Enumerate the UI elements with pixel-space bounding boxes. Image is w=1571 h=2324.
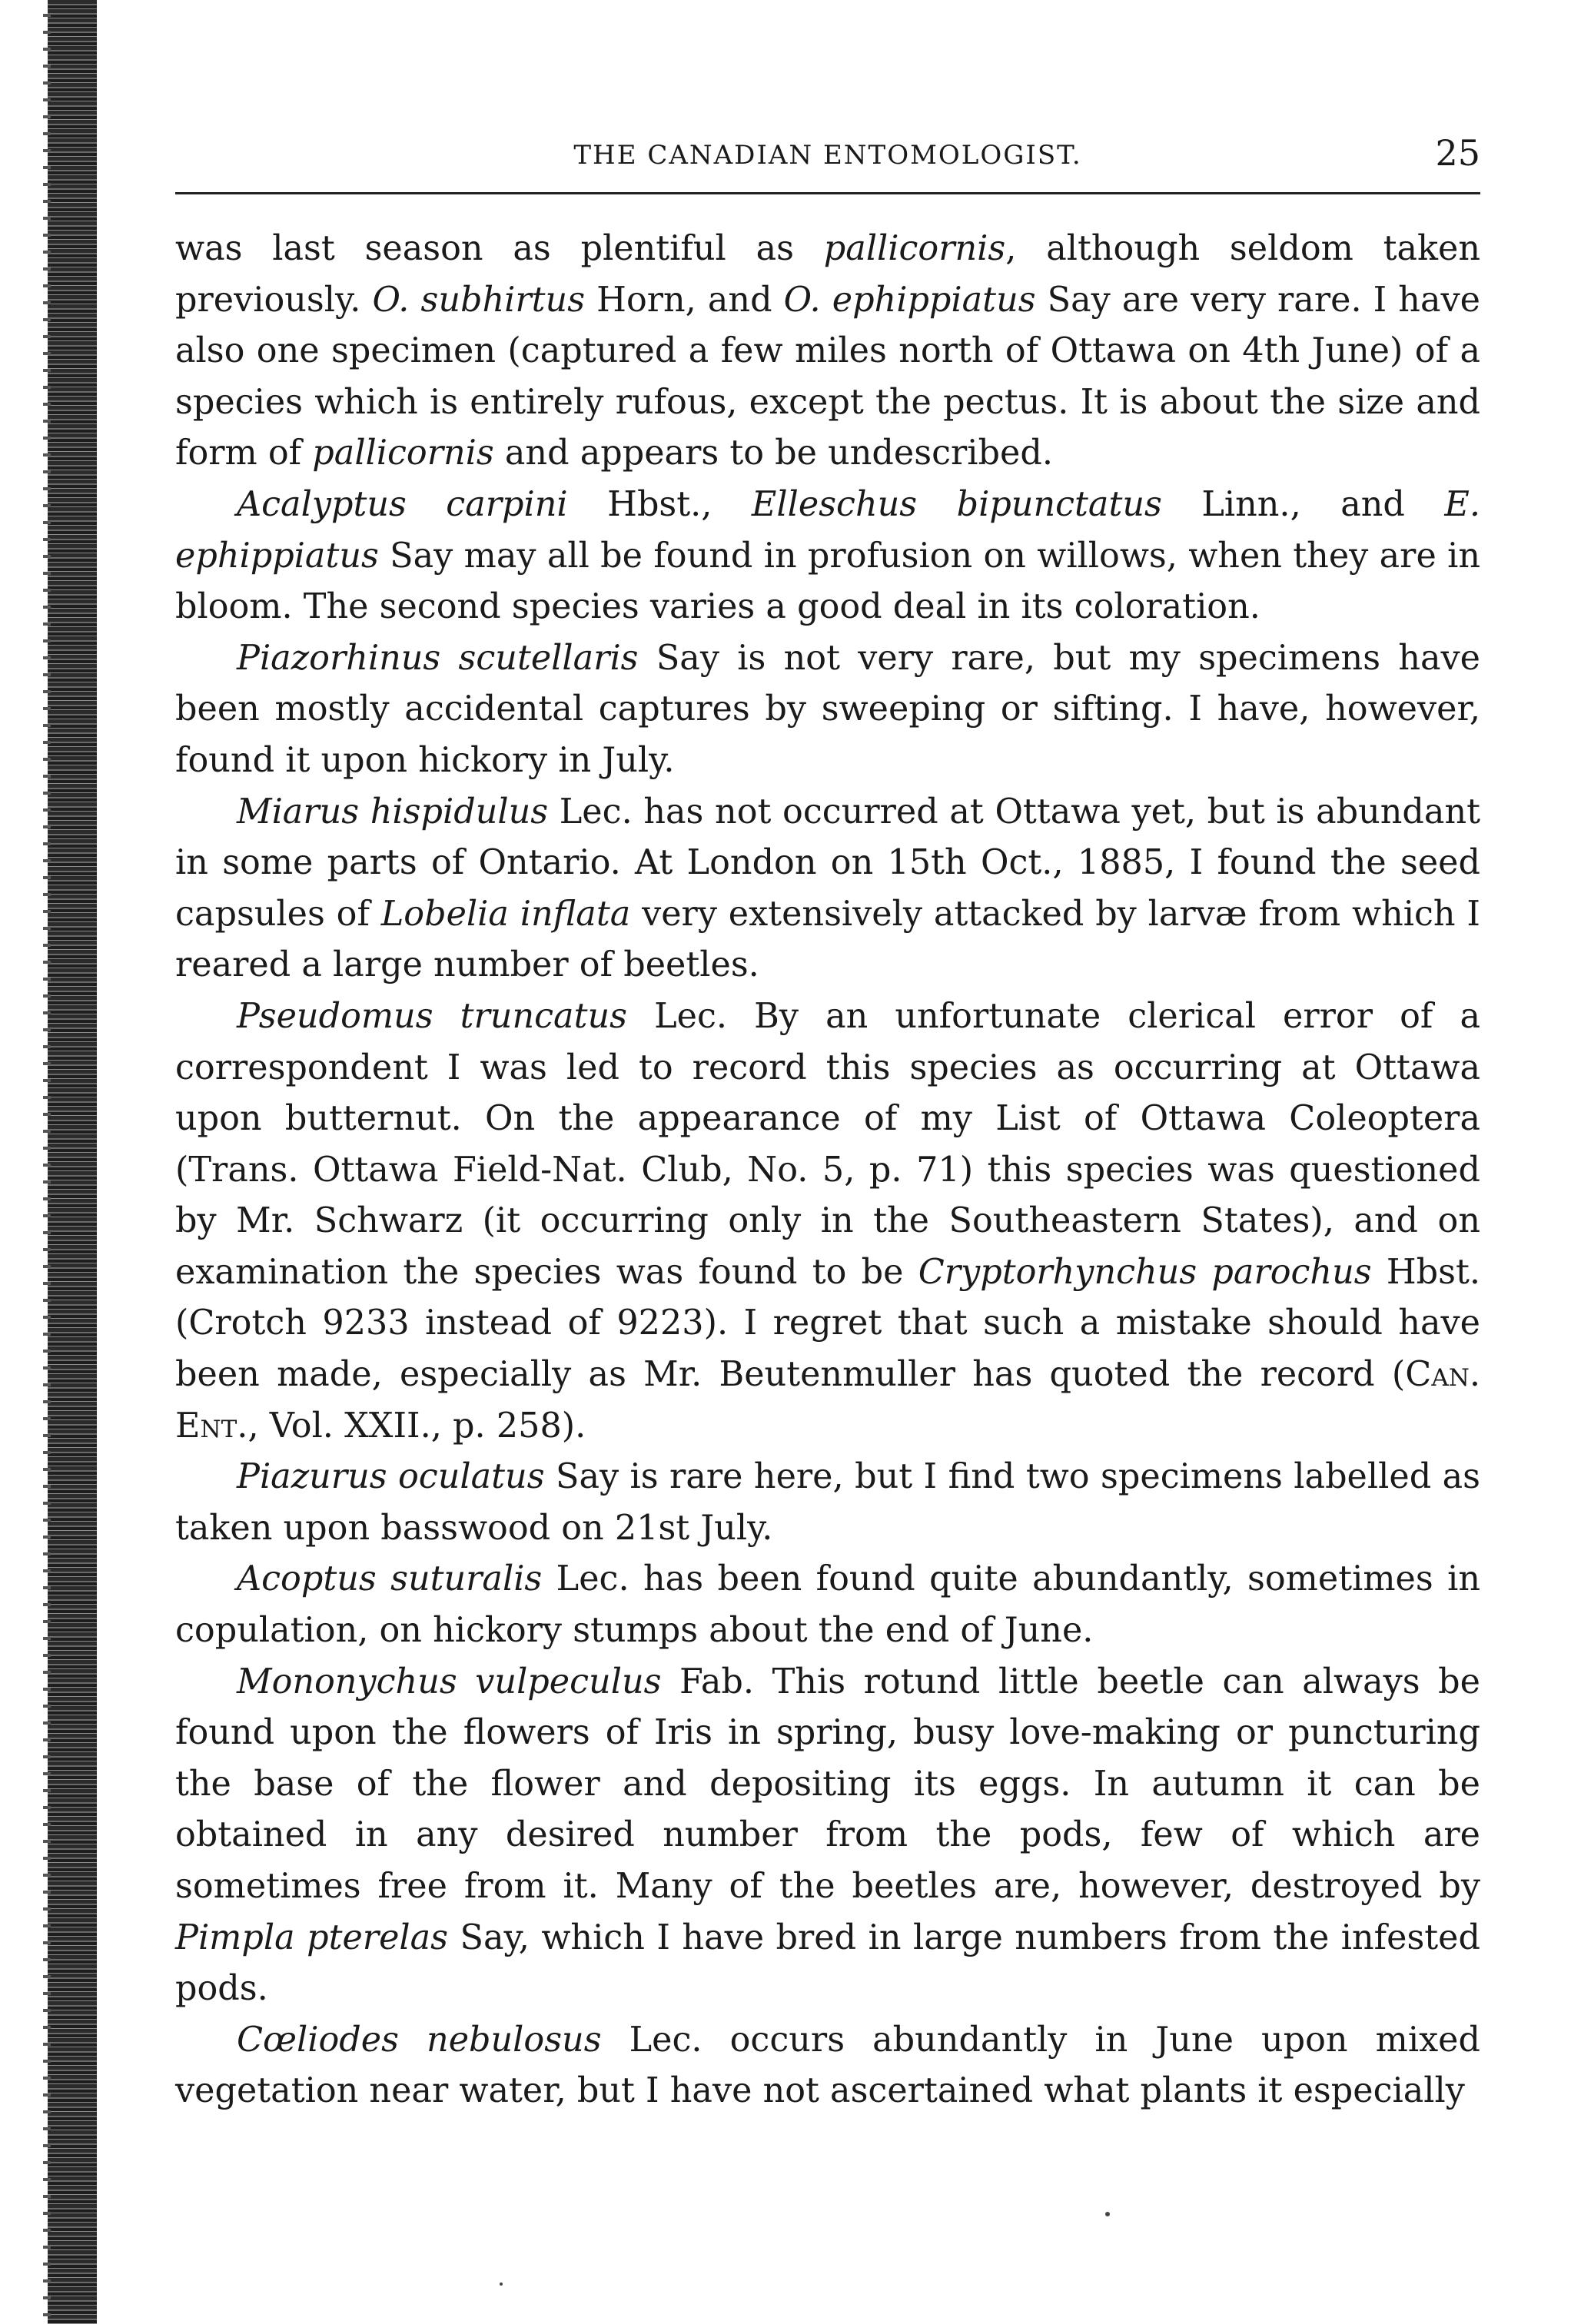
paragraph — [175, 1452, 1480, 1554]
ink-speck — [500, 2282, 503, 2286]
paragraph — [175, 224, 1480, 480]
species-name: Acoptus suturalis — [237, 1559, 543, 1599]
text-run: , although seldom taken previously. — [175, 229, 1480, 320]
species-name: Cœliodes nebulosus — [237, 2020, 602, 2060]
text-run: Hbst., — [567, 484, 752, 524]
paragraph — [175, 1657, 1480, 2015]
species-name: Lobelia inflata — [380, 894, 631, 934]
header-rule — [175, 192, 1480, 194]
paragraph — [175, 787, 1480, 991]
text-run: Lec. occurs abundantly in June upon mixed vegetation near water, but I have not ascertained what plants it especially — [175, 2020, 1480, 2111]
species-name: Elleschus bipunctatus — [751, 484, 1162, 524]
page — [175, 129, 1480, 2117]
text-run: Horn, and — [585, 280, 784, 320]
species-name: Acalyptus carpini — [237, 484, 568, 524]
paragraph — [175, 1554, 1480, 1656]
journal-title: THE CANADIAN ENTOMOLOGIST. — [573, 140, 1082, 171]
text-run: Say, which I have bred in large numbers from the infested pods. — [175, 1917, 1480, 2009]
text-run: was last season as plentiful as — [175, 229, 824, 268]
page-number: 25 — [1435, 132, 1480, 174]
species-name: Cryptorhynchus parochus — [918, 1252, 1372, 1292]
species-name: Pimpla pterelas — [175, 1917, 448, 1957]
text-run: Lec. By an unfortunate clerical error of a correspondent I was led to record this species as occurring at Ottawa upon butternut. On the appearance of my List of Ottawa Coleoptera (Trans. Ottawa Field-Nat. Club, No. 5, p. 71) this species was questioned by Mr. Schwarz (it occurring only in the Southeastern States), and on examination the species was found to be — [175, 996, 1480, 1292]
species-name: Piazurus oculatus — [237, 1457, 545, 1497]
text-run: Hbst. (Crotch 9233 instead of 9223). I regret that such a mistake should have been made, especially as Mr. Beutenmuller has quoted the record ( — [175, 1252, 1480, 1395]
running-head — [175, 129, 1480, 184]
paragraph — [175, 991, 1480, 1452]
species-name: Mononychus vulpeculus — [237, 1662, 662, 1702]
text-run: Say may all be found in profusion on willows, when they are in bloom. The second species varies a good deal in its coloration. — [175, 536, 1480, 627]
binding-edge — [48, 0, 97, 2324]
citation: Can. Ent. — [175, 1355, 1480, 1446]
text-run: Say is rare here, but I find two specimens labelled as taken upon basswood on 21st July. — [175, 1457, 1480, 1548]
paragraph — [175, 2015, 1480, 2117]
text-run: very extensively attacked by larvæ from which I reared a large number of beetles. — [175, 894, 1480, 985]
text-run: Say are very rare. I have also one specimen (captured a few miles north of Ottawa on 4th June) of a species which is entirely rufous, except the pectus. It is about the size and form of — [175, 280, 1480, 473]
species-name: pallicornis — [823, 229, 1006, 268]
species-name: Piazorhinus scutellaris — [237, 638, 639, 678]
species-name: E. ephippiatus — [175, 484, 1480, 576]
species-name: O. subhirtus — [372, 280, 586, 320]
text-run: Fab. This rotund little beetle can always be found upon the flowers of Iris in spring, busy love-making or puncturing the base of the flower and depositing its eggs. In autumn it can be obtained in any desired number from the pods, few of which are sometimes free from it. Many of the beetles are, however, destroyed by — [175, 1662, 1480, 1906]
species-name: Pseudomus truncatus — [237, 996, 627, 1036]
text-run: Lec. has been found quite abundantly, sometimes in copulation, on hickory stumps about the end of June. — [175, 1559, 1480, 1651]
body-text — [175, 224, 1480, 2117]
species-name: Miarus hispidulus — [237, 792, 549, 832]
species-name: pallicornis — [312, 433, 494, 473]
text-run: , Vol. XXII., p. 258). — [247, 1406, 586, 1446]
paragraph — [175, 633, 1480, 787]
text-run: and appears to be undescribed. — [493, 433, 1053, 473]
species-name: O. ephippiatus — [783, 280, 1036, 320]
ink-speck — [1105, 2212, 1110, 2216]
text-run: Say is not very rare, but my specimens have been mostly accidental captures by sweeping or sifting. I have, however, found it upon hickory in July. — [175, 638, 1480, 780]
paragraph — [175, 480, 1480, 633]
text-run: Linn., and — [1161, 484, 1445, 524]
text-run: Lec. has not occurred at Ottawa yet, but is abundant in some parts of Ontario. At London on 15th Oct., 1885, I found the seed capsules of — [175, 792, 1480, 934]
